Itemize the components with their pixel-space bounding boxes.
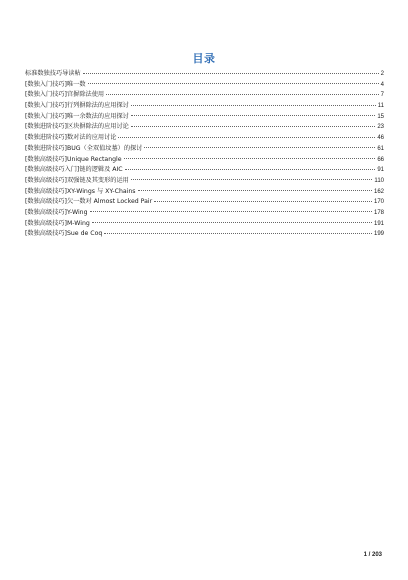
toc-leader-dots [118,137,375,138]
toc-entry[interactable] [25,80,384,91]
page-number-indicator: 1 / 203 [363,552,382,558]
toc-entry-page: 66 [377,156,384,163]
toc-entry-title: [数独入门技巧]行列摒除法的应用探讨 [25,102,129,110]
toc-entry-title: [数独进阶技巧]区块摒除法的应用讨论 [25,123,129,131]
toc-leader-dots [144,147,375,148]
toc-leader-dots [106,94,379,95]
toc-leader-dots [124,158,376,159]
toc-entry[interactable] [25,133,384,144]
toc-entry-title: [数独高级技巧]XY-Wings 与 XY-Chains [25,187,136,195]
toc-entry-page: 170 [373,199,384,206]
toc-entry[interactable] [25,90,384,101]
toc-leader-dots [131,126,375,127]
toc-entry-page: 2 [380,71,384,77]
toc-entry-page: 162 [373,188,384,195]
toc-entry[interactable] [25,187,384,198]
toc-entry[interactable] [25,69,384,80]
toc-list [25,69,384,240]
toc-leader-dots [154,201,372,202]
toc-leader-dots [104,233,372,234]
toc-entry-page: 4 [380,81,384,88]
toc-entry-page: 199 [373,231,384,238]
toc-entry[interactable] [25,144,384,155]
toc-entry[interactable] [25,155,384,166]
toc-entry-page: 46 [377,135,384,142]
toc-entry-page: 61 [377,145,384,152]
toc-leader-dots [83,73,379,74]
toc-entry[interactable] [25,101,384,112]
toc-entry-title: 标准数独技巧导读帖 [25,70,81,77]
toc-entry[interactable] [25,165,384,176]
toc-leader-dots [92,222,372,223]
toc-entry-title: [数独入门技巧]唯一数 [25,80,86,88]
toc-entry-title: [数独高级技巧]Y-Wing [25,208,88,216]
toc-title: 目录 [192,52,216,65]
toc-entry[interactable] [25,229,384,240]
toc-entry-page: 11 [377,103,384,110]
toc-entry-title: [数独高级技巧]Unique Rectangle [25,155,122,163]
toc-leader-dots [88,83,379,84]
toc-entry-page: 7 [380,92,384,99]
toc-entry-title: [数独入门技巧]宫摒除法使用 [25,91,105,99]
toc-entry-page: 91 [377,167,384,174]
toc-entry[interactable] [25,112,384,123]
toc-entry-title: [数独高级技巧]双强链及其变形的运用 [25,176,129,184]
toc-leader-dots [125,169,376,170]
toc-entry-page: 15 [377,113,384,120]
toc-entry-title: [数独进阶技巧]数对法的应用讨论 [25,134,117,142]
toc-entry[interactable] [25,176,384,187]
toc-entry[interactable] [25,122,384,133]
toc-leader-dots [131,115,375,116]
toc-entry[interactable] [25,208,384,219]
toc-entry-page: 178 [373,209,384,216]
toc-entry-title: [数独高级技巧]M-Wing [25,219,90,227]
toc-leader-dots [131,105,376,106]
toc-entry[interactable] [25,219,384,230]
toc-entry-title: [数独高级技巧]Sue de Coq [25,230,103,238]
toc-entry-page: 23 [377,124,384,131]
toc-leader-dots [138,190,372,191]
toc-entry-title: [数独高级技巧入门]链的逻辑及 AIC [25,166,123,174]
toc-leader-dots [90,211,372,212]
toc-entry-title: [数独高级技巧]欠一数对 Almost Locked Pair [25,198,153,206]
toc-entry-title: [数独入门技巧]唯一余数法的应用探讨 [25,112,129,120]
toc-entry-title: [数独进阶技巧]BUG（全双值坟墓）的探讨 [25,144,143,152]
toc-leader-dots [131,179,373,180]
toc-entry-page: 110 [374,177,384,184]
toc-entry[interactable] [25,197,384,208]
toc-entry-page: 191 [373,220,384,227]
